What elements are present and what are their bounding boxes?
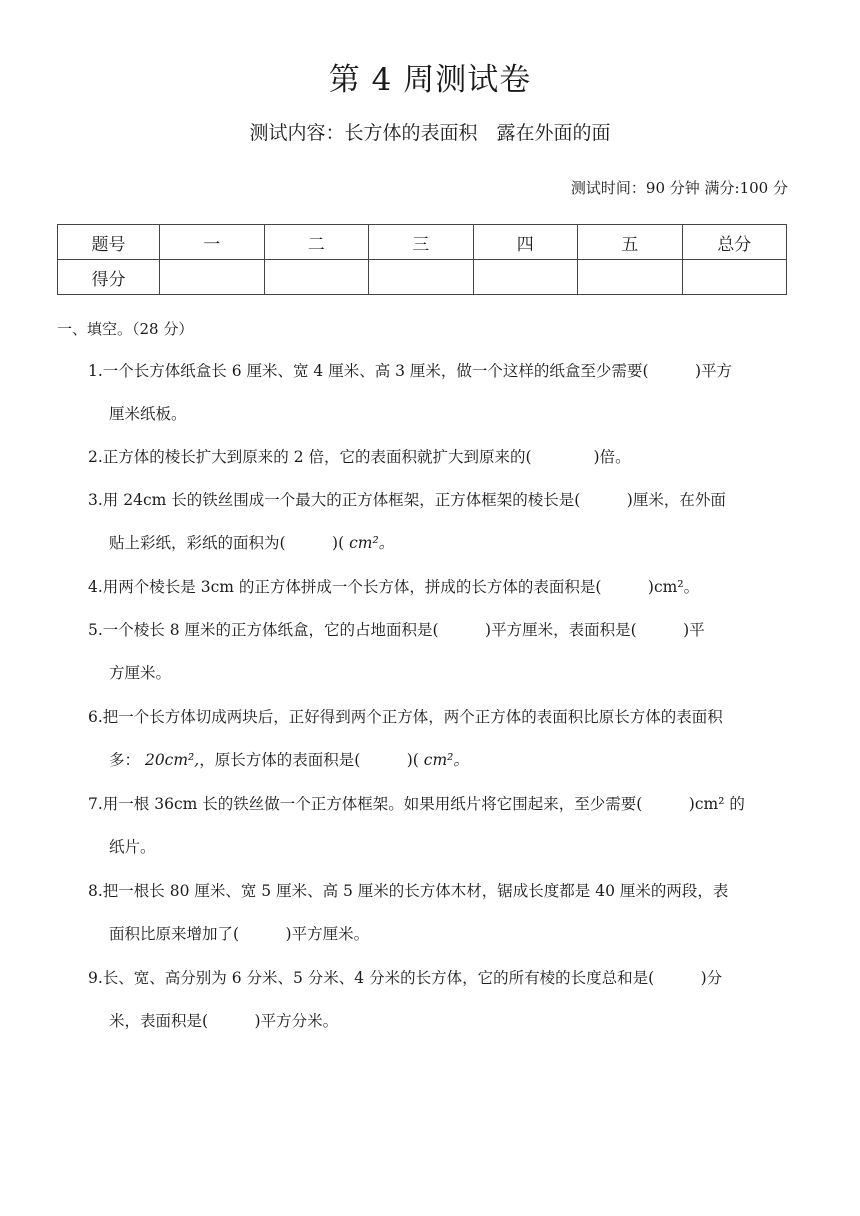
question-5-line-1: 5.一个棱长 8 厘米的正方体纸盒，它的占地面积是( )平方厘米，表面积是( )平 <box>88 621 705 639</box>
score-entry-section-4[interactable] <box>473 260 578 295</box>
question-8-line-1: 8.把一根长 80 厘米、宽 5 厘米、高 5 厘米的长方体木材，锯成长度都是 40 厘米的两段，表 <box>88 882 729 900</box>
question-3-line-2-text: 贴上彩纸，彩纸的面积为( )( <box>109 534 345 552</box>
score-cell-section-5: 五 <box>578 225 683 260</box>
score-cell-section-2: 二 <box>264 225 369 260</box>
question-1-line-1: 1.一个长方体纸盒长 6 厘米、宽 4 厘米、高 3 厘米，做一个这样的纸盒至少需要( )平方 <box>88 362 733 380</box>
question-4-line-1: 4.用两个棱长是 3cm 的正方体拼成一个长方体，拼成的长方体的表面积是( )cm²。 <box>88 578 700 596</box>
score-entry-section-5[interactable] <box>578 260 683 295</box>
score-cell-total: 总分 <box>682 225 787 260</box>
test-content-subtitle: 测试内容：长方体的表面积 露在外面的面 <box>249 122 611 144</box>
score-cell-section-4: 四 <box>473 225 578 260</box>
score-table-score-row <box>58 260 787 295</box>
test-time-and-score: 测试时间：90 分钟 满分:100 分 <box>570 179 788 197</box>
question-6-line-1: 6.把一个长方体切成两块后，正好得到两个正方体，两个正方体的表面积比原长方体的表面积 <box>88 708 723 726</box>
score-entry-total[interactable] <box>682 260 787 295</box>
score-entry-section-2[interactable] <box>264 260 369 295</box>
question-6-math: 20cm², <box>144 751 200 769</box>
question-3-unit: cm²。 <box>349 534 395 552</box>
question-3 <box>88 479 804 565</box>
question-6-line-2-text: 多： <box>109 751 141 769</box>
question-6-unit: cm²。 <box>423 751 469 769</box>
score-table <box>57 224 787 295</box>
score-cell-question-number: 题号 <box>58 225 160 260</box>
question-7 <box>88 783 804 869</box>
score-entry-section-1[interactable] <box>160 260 265 295</box>
score-entry-section-3[interactable] <box>369 260 474 295</box>
score-cell-section-3: 三 <box>369 225 474 260</box>
question-8-line-2: 面积比原来增加了( )平方厘米。 <box>109 925 370 943</box>
question-5 <box>88 609 804 695</box>
question-9-line-2: 米，表面积是( )平方分米。 <box>109 1012 339 1030</box>
question-1-line-2: 厘米纸板。 <box>109 405 187 423</box>
question-3-line-1: 3.用 24cm 长的铁丝围成一个最大的正方体框架，正方体框架的棱长是( )厘米，在外面 <box>88 491 726 509</box>
question-7-line-2: 纸片。 <box>109 838 156 856</box>
score-cell-section-1: 一 <box>160 225 265 260</box>
page-title: 第 4 周测试卷 <box>328 62 532 98</box>
question-1 <box>88 350 804 436</box>
section-1-heading: 一、填空。（28 分） <box>57 320 194 338</box>
question-3-line-2 <box>88 522 804 565</box>
question-6-line-2-rest: ，原长方体的表面积是( )( <box>199 751 419 769</box>
score-table-header-row <box>58 225 787 260</box>
question-6-line-2 <box>88 739 804 782</box>
question-9-line-1: 9.长、宽、高分别为 6 分米、5 分米、4 分米的长方体，它的所有棱的长度总和是( )分 <box>88 969 723 987</box>
question-5-line-2: 方厘米。 <box>109 664 172 682</box>
question-6 <box>88 696 804 782</box>
question-9 <box>88 957 804 1043</box>
question-7-line-1: 7.用一根 36cm 长的铁丝做一个正方体框架。如果用纸片将它围起来，至少需要( )cm² 的 <box>88 795 745 813</box>
question-4 <box>88 566 804 609</box>
question-2-line-1: 2.正方体的棱长扩大到原来的 2 倍，它的表面积就扩大到原来的( )倍。 <box>88 448 631 466</box>
score-cell-score-label: 得分 <box>58 260 160 295</box>
question-8 <box>88 870 804 956</box>
question-2 <box>88 436 804 479</box>
